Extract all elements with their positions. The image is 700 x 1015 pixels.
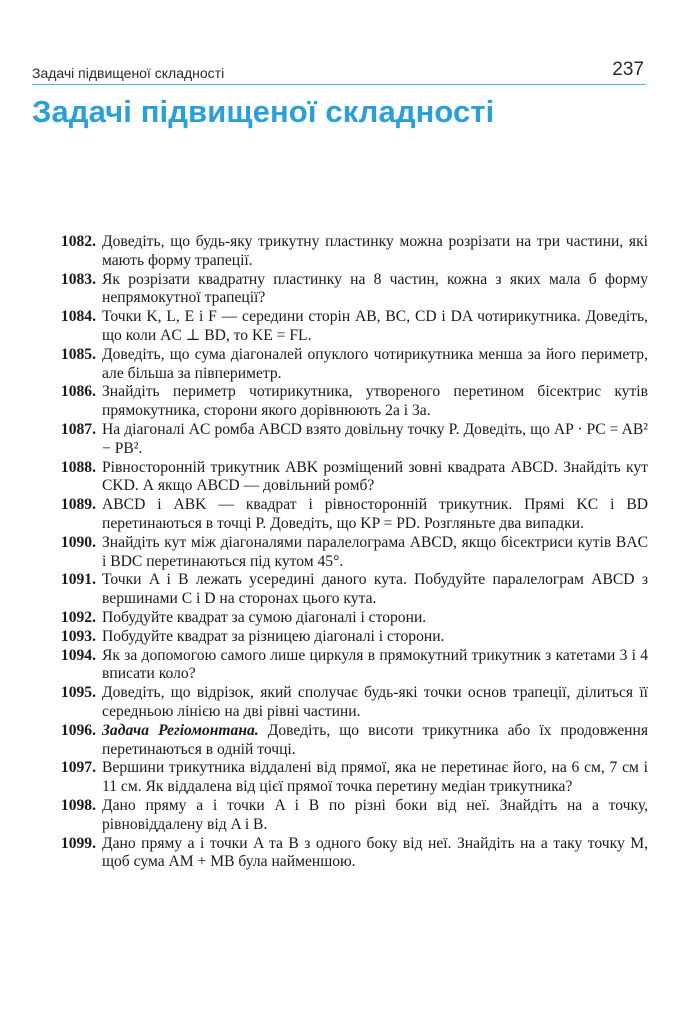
problem-number: 1094.	[60, 646, 96, 664]
problem-item	[48, 383, 648, 421]
problem-label: Задача Регіомонтана.	[102, 721, 259, 739]
problem-text: Доведіть, що відрізок, який сполучає будь-які точки основ трапеції, ділиться її середньою лінією на дві рівні частини.	[102, 684, 648, 720]
problem-text: Точки A і B лежать усередині даного кута. Побудуйте паралелограм ABCD з вершинами C і D на сторонах цього кута.	[102, 571, 648, 608]
problem-number: 1088.	[60, 458, 96, 476]
problem-item	[48, 421, 648, 459]
problem-item	[48, 628, 648, 647]
problem-item	[48, 571, 648, 609]
problem-number: 1087.	[60, 420, 96, 438]
problem-text: Рівносторонній трикутник ABK розміщений зовні квадрата ABCD. Знайдіть кут CKD. А якщо ABCD — довільний ромб?	[102, 458, 648, 495]
problem-item	[48, 684, 648, 722]
section-title: Задачі підвищеної складності	[32, 94, 495, 129]
problem-number: 1085.	[60, 345, 96, 363]
problem-text: Знайдіть кут між діагоналями паралелограма ABCD, якщо бісектриси кутів BAC і BDC перетинаються під кутом 45°.	[102, 533, 648, 570]
problem-number: 1098.	[60, 796, 96, 814]
problem-number: 1086.	[60, 383, 96, 401]
problem-text: Дано пряму a і точки A та B з одного боку від неї. Знайдіть на a таку точку M, щоб сума AM + MB була найменшою.	[102, 834, 648, 871]
problem-number: 1097.	[60, 759, 96, 777]
problem-item	[48, 346, 648, 384]
running-header	[32, 59, 646, 85]
problem-number: 1084.	[60, 308, 96, 326]
problem-text: Точки K, L, E і F — середини сторін AB, BC, CD і DA чотирикутника. Доведіть, що коли AC ⊥ BD, то KE = FL.	[102, 308, 648, 344]
problem-item	[48, 233, 648, 271]
problem-item	[48, 271, 648, 309]
problem-number: 1093.	[60, 627, 96, 645]
problem-item	[48, 609, 648, 628]
problem-text: Знайдіть периметр чотирикутника, утвореного перетином бісектрис кутів прямокутника, сторони якого дорівнюють 2a і 3a.	[102, 383, 648, 420]
problem-text: Як за допомогою самого лише циркуля в прямокутний трикутник з катетами 3 і 4 вписати коло?	[102, 646, 648, 683]
problem-text: Дано пряму a і точки A і B по різні боки від неї. Знайдіть на a точку, рівновіддалену від A і B.	[102, 796, 648, 833]
problem-text: Побудуйте квадрат за сумою діагоналі і сторони.	[102, 608, 427, 626]
problem-number: 1091.	[60, 571, 96, 589]
problem-item	[48, 459, 648, 497]
problem-text: Вершини трикутника віддалені від прямої, яка не перетинає його, на 6 см, 7 см і 11 см. Як віддалена від цієї прямої точка перетину медіан трикутника?	[102, 759, 648, 796]
problem-number: 1082.	[60, 233, 96, 250]
problem-number: 1099.	[60, 834, 96, 852]
problem-number: 1090.	[60, 533, 96, 551]
problem-item	[48, 759, 648, 797]
problem-text: Доведіть, що будь-яку трикутну пластинку можна розрізати на три частини, які мають форму трапеції.	[102, 233, 648, 269]
problem-text	[102, 722, 648, 760]
problem-text: ABCD і ABK — квадрат і рівносторонній трикутник. Прямі KC і BD перетинаються в точці P. Доведіть, що KP = PD. Розгляньте два випадки.	[102, 496, 648, 532]
problem-number: 1092.	[60, 608, 96, 626]
problem-text: Як розрізати квадратну пластинку на 8 частин, кожна з яких мала б форму непрямокутної трапеції?	[102, 270, 648, 307]
problem-number: 1089.	[60, 496, 96, 514]
problem-item	[48, 308, 648, 346]
problem-text: На діагоналі AC ромба ABCD взято довільну точку P. Доведіть, що AP · PC = AB² − PB².	[102, 420, 648, 457]
problem-number: 1096.	[60, 721, 96, 739]
problem-item	[48, 534, 648, 572]
problem-text-body: Доведіть, що висоти трикутника або їх продовження перетинаються в одній точці.	[102, 721, 648, 758]
page-number: 237	[612, 59, 644, 80]
problem-number: 1095.	[60, 684, 96, 702]
problem-item	[48, 835, 648, 873]
problem-list	[48, 233, 648, 872]
problem-text: Доведіть, що сума діагоналей опуклого чотирикутника менша за його периметр, але більша за півпериметр.	[102, 345, 648, 382]
problem-item	[48, 647, 648, 685]
running-title: Задачі підвищеної складності	[32, 65, 225, 81]
problem-item	[48, 496, 648, 534]
problem-item	[48, 722, 648, 760]
problem-number: 1083.	[60, 270, 96, 288]
problem-item	[48, 797, 648, 835]
problem-text: Побудуйте квадрат за різницею діагоналі і сторони.	[102, 627, 445, 645]
